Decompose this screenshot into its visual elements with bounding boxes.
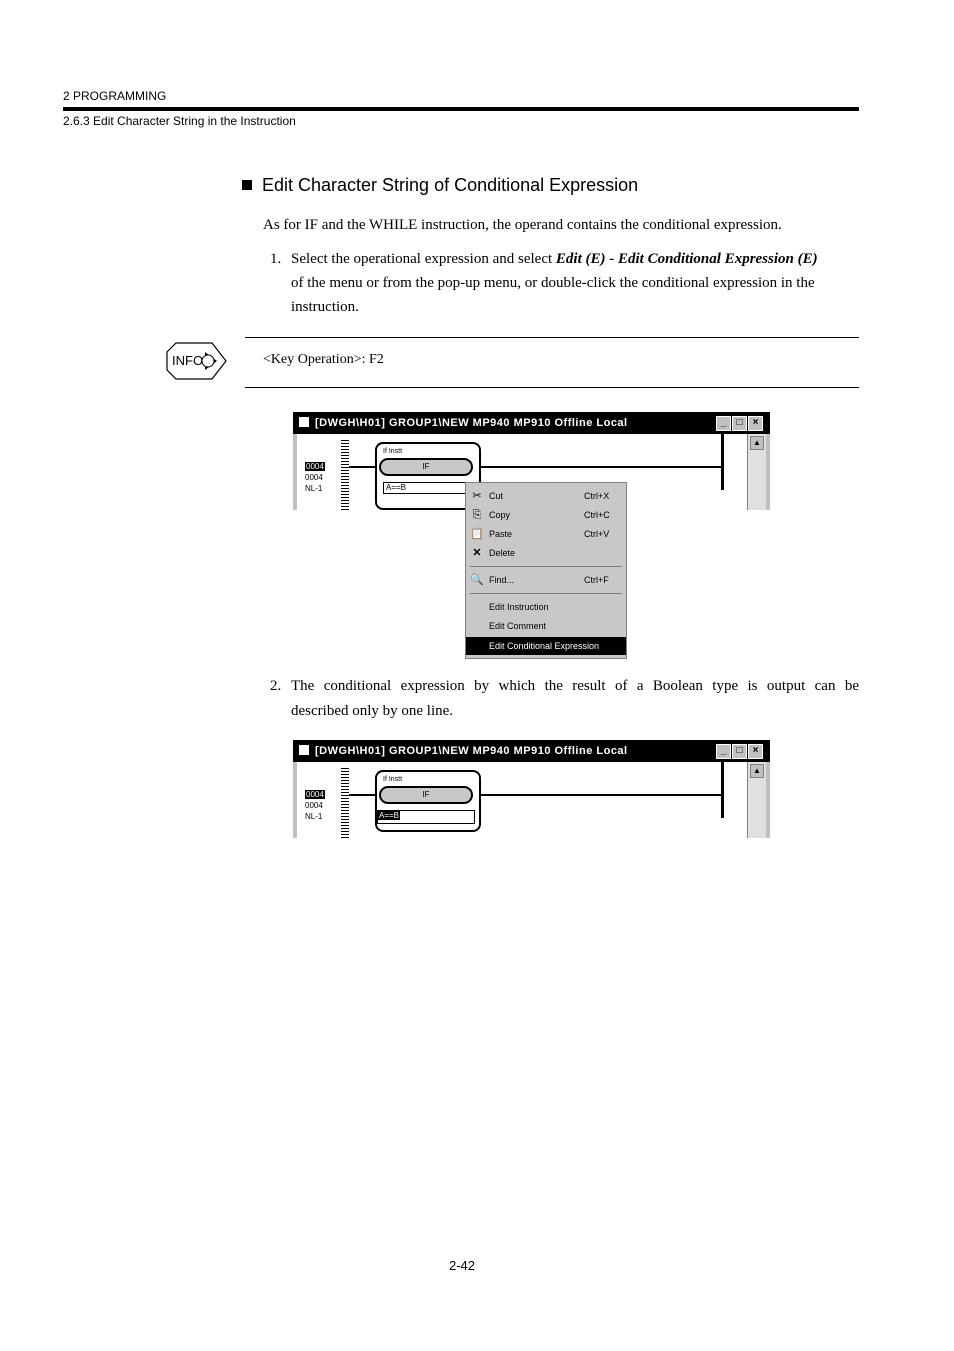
menu-item-copy[interactable] [466, 506, 626, 524]
vertical-scrollbar[interactable] [747, 434, 766, 510]
if-keyword-box[interactable]: IF [379, 458, 473, 476]
step-1-menu-path: Edit (E) - Edit Conditional Expression (E) [555, 251, 818, 267]
menu-item-edit-instruction[interactable] [466, 598, 626, 616]
menu-item-delete-label: Delete [489, 548, 516, 558]
if-instruction-label: If Instt [383, 448, 403, 455]
row-label-selected[interactable]: 0004 [306, 462, 324, 471]
running-header-section: 2.6.3 Edit Character String in the Instruction [63, 114, 296, 128]
info-icon [164, 340, 230, 382]
copy-icon: ⎘ [472, 509, 482, 521]
menu-item-cut-shortcut: Ctrl+X [584, 491, 610, 501]
info-badge-label: INFO [172, 353, 204, 368]
paste-icon: 📋 [470, 528, 484, 540]
menu-item-copy-shortcut: Ctrl+C [584, 510, 610, 520]
menu-item-edit-conditional-expression-label: Edit Conditional Expression [489, 641, 600, 651]
condition-edit-field[interactable] [377, 810, 475, 824]
menu-item-edit-comment-label: Edit Comment [489, 621, 547, 631]
info-bottom-rule [245, 387, 859, 388]
vertical-scrollbar[interactable] [747, 762, 766, 838]
menu-item-cut[interactable] [466, 487, 626, 505]
intro-paragraph: As for IF and the WHILE instruction, the operand contains the conditional expression. [263, 217, 782, 233]
running-header-chapter: 2 PROGRAMMING [63, 89, 167, 103]
menu-item-delete[interactable] [466, 544, 626, 562]
menu-item-find[interactable] [466, 571, 626, 589]
menu-separator [470, 593, 622, 594]
step-2-line-2: described only by one line. [291, 703, 454, 719]
row-label-nest: NL-1 [305, 484, 323, 493]
step-1-number: 1. [270, 251, 282, 267]
step-1-line-3: instruction. [291, 299, 359, 315]
step-1-line-2: of the menu or from the pop-up menu, or double-click the conditional expression in the [291, 275, 815, 291]
system-menu-icon[interactable] [299, 745, 309, 755]
condition-expression[interactable]: A==B [383, 482, 469, 494]
menu-item-paste[interactable] [466, 525, 626, 543]
step-2-number: 2. [270, 678, 282, 694]
key-operation: <Key Operation>: F2 [263, 352, 384, 367]
menu-separator [470, 566, 622, 567]
condition-expression-selected[interactable]: A==B [379, 811, 400, 820]
step-1-line-1 [291, 247, 859, 271]
screenshot-2-ladder-canvas[interactable] [297, 762, 747, 838]
row-label-step: 0004 [305, 801, 323, 810]
minimize-button[interactable]: _ [716, 744, 731, 759]
close-button[interactable]: × [748, 744, 763, 759]
square-bullet-icon [242, 180, 252, 190]
header-rule [63, 107, 859, 111]
ladder-right-rail [721, 434, 724, 490]
menu-item-find-shortcut: Ctrl+F [584, 575, 609, 585]
menu-item-find-label: Find... [489, 575, 515, 585]
if-keyword-box[interactable]: IF [379, 786, 473, 804]
maximize-button[interactable]: □ [732, 416, 747, 431]
system-menu-icon[interactable] [299, 417, 309, 427]
menu-item-copy-label: Copy [489, 510, 511, 520]
ladder-left-rail [341, 768, 349, 838]
maximize-button[interactable]: □ [732, 744, 747, 759]
screenshot-2-window [293, 740, 770, 838]
section-heading-text: Edit Character String of Conditional Expression [262, 175, 639, 195]
scissors-icon: ✂ [472, 490, 482, 502]
row-label-nest: NL-1 [305, 812, 323, 821]
scroll-up-arrow-icon[interactable]: ▲ [750, 764, 764, 778]
menu-item-paste-label: Paste [489, 529, 513, 539]
minimize-button[interactable]: _ [716, 416, 731, 431]
screenshot-2-titlebar [293, 740, 770, 762]
menu-item-edit-comment[interactable] [466, 617, 626, 635]
delete-icon: ✕ [472, 547, 482, 559]
menu-item-edit-conditional-expression[interactable] [466, 637, 626, 655]
row-label-step: 0004 [305, 473, 323, 482]
scroll-up-arrow-icon[interactable]: ▲ [750, 436, 764, 450]
if-instruction-label: If Instt [383, 776, 403, 783]
screenshot-2-title: [DWGH\H01] GROUP1\NEW MP940 MP910 Offline Local [315, 745, 628, 757]
close-button[interactable]: × [748, 416, 763, 431]
ladder-right-rail [721, 762, 724, 818]
screenshot-1-titlebar [293, 412, 770, 434]
menu-item-cut-label: Cut [489, 491, 504, 501]
binoculars-icon: 🔍 [470, 574, 484, 586]
ladder-left-rail [341, 440, 349, 510]
page-number: 2-42 [449, 1258, 476, 1273]
row-label-selected[interactable]: 0004 [306, 790, 324, 799]
step-1-text: Select the operational expression and select [291, 251, 556, 267]
screenshot-1-title: [DWGH\H01] GROUP1\NEW MP940 MP910 Offline Local [315, 417, 628, 429]
info-top-rule [245, 337, 859, 338]
section-heading [242, 175, 638, 196]
step-2-line-1: The conditional expression by which the result of a Boolean type is output can be [291, 678, 859, 694]
menu-item-paste-shortcut: Ctrl+V [584, 529, 610, 539]
menu-item-edit-instruction-label: Edit Instruction [489, 602, 549, 612]
context-menu [465, 482, 627, 659]
